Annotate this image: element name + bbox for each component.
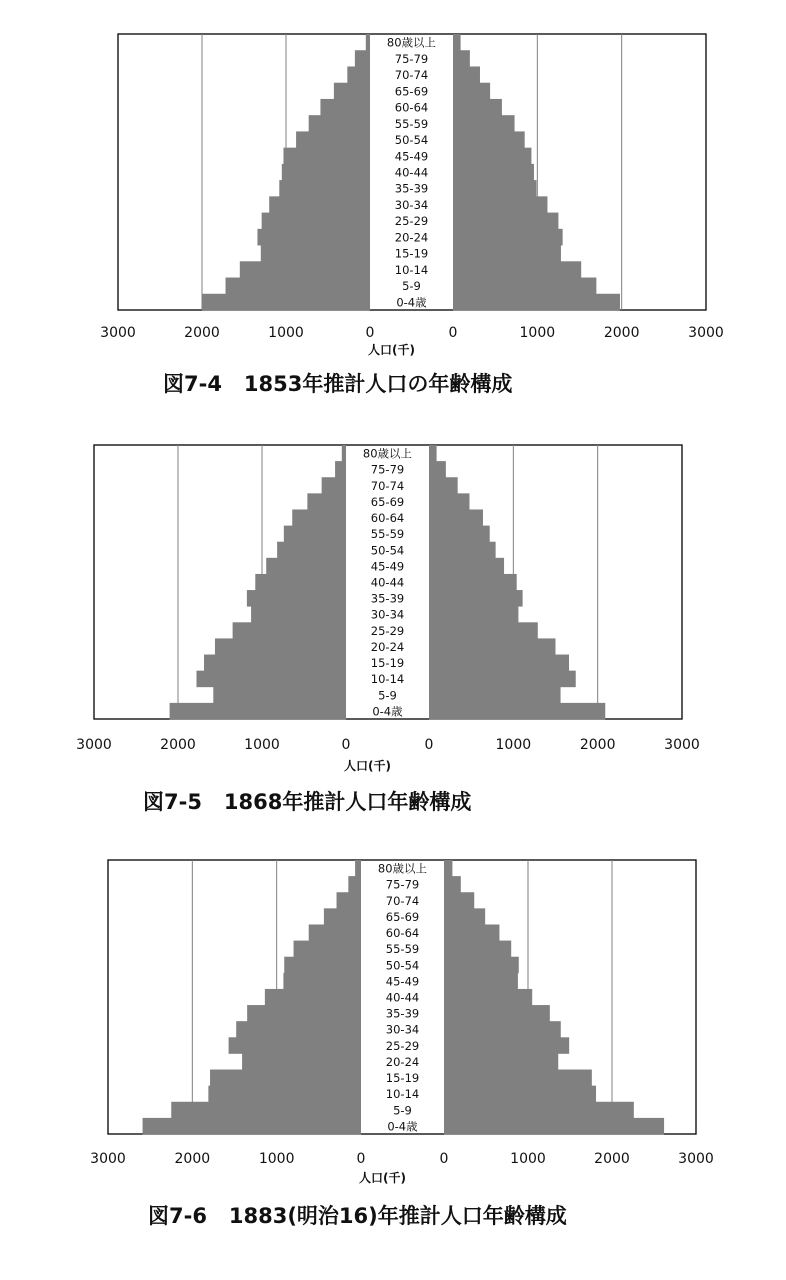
age-label: 20-24 — [370, 639, 405, 654]
tick-label: 0 — [341, 737, 351, 753]
age-label: 50-54 — [394, 133, 429, 148]
bar-left-80歳以上 — [355, 860, 361, 877]
tick-label: 2000 — [594, 1151, 630, 1167]
age-label: 55-59 — [394, 116, 429, 131]
age-label: 15-19 — [370, 656, 405, 671]
age-label: 35-39 — [385, 1006, 420, 1021]
tick-label: 1000 — [268, 325, 304, 341]
caption-title: 1883(明治16)年推計人口年齢構成 — [228, 1204, 567, 1228]
bar-left-60-64 — [309, 924, 361, 941]
age-label: 55-59 — [385, 942, 420, 957]
age-label: 65-69 — [385, 909, 420, 924]
age-label: 75-79 — [370, 462, 405, 477]
bar-right-40-44 — [444, 989, 532, 1006]
bar-right-30-34 — [444, 1021, 561, 1038]
bar-left-35-39 — [247, 1005, 361, 1022]
bar-left-55-59 — [294, 941, 361, 958]
age-label: 40-44 — [370, 575, 405, 590]
caption-title: 1853年推計人口の年齢構成 — [243, 372, 513, 396]
age-label: 15-19 — [385, 1071, 420, 1086]
tick-label: 3000 — [76, 737, 112, 753]
age-label: 10-14 — [394, 262, 429, 277]
bar-right-25-29 — [444, 1037, 569, 1054]
caption-title: 1868年推計人口年齢構成 — [223, 790, 472, 814]
age-label: 60-64 — [385, 926, 420, 941]
bar-left-65-69 — [324, 908, 361, 925]
age-label: 30-34 — [394, 197, 429, 212]
age-label: 60-64 — [370, 511, 405, 526]
bar-right-70-74 — [444, 892, 474, 909]
age-label: 40-44 — [394, 165, 429, 180]
tick-label: 2000 — [603, 325, 640, 341]
tick-label: 1000 — [258, 1151, 295, 1167]
age-label: 65-69 — [370, 494, 405, 509]
age-label: 80歳以上 — [377, 861, 428, 876]
age-label: 70-74 — [385, 893, 420, 908]
age-label: 0-4歳 — [396, 295, 427, 310]
age-label: 10-14 — [370, 672, 405, 687]
age-label: 20-24 — [394, 230, 429, 245]
age-label: 70-74 — [394, 68, 429, 83]
bar-left-20-24 — [242, 1053, 361, 1070]
tick-label: 1000 — [495, 737, 532, 753]
bar-right-65-69 — [444, 908, 485, 925]
age-label: 35-39 — [370, 591, 405, 606]
tick-label: 0 — [448, 325, 458, 341]
tick-label: 2000 — [579, 737, 616, 753]
age-label: 45-49 — [370, 559, 405, 574]
age-label: 45-49 — [394, 149, 429, 164]
tick-label: 0 — [439, 1151, 449, 1167]
bar-left-15-19 — [210, 1070, 361, 1087]
age-label: 25-29 — [394, 214, 429, 229]
figure-caption — [148, 1200, 567, 1230]
age-label: 75-79 — [394, 51, 429, 66]
age-label: 65-69 — [394, 84, 429, 99]
bar-left-5-9 — [171, 1102, 361, 1119]
tick-label: 1000 — [519, 325, 556, 341]
caption-number: 図7-4 — [163, 372, 222, 396]
caption-number: 図7-5 — [143, 790, 202, 814]
bar-right-20-24 — [444, 1053, 558, 1070]
age-label: 5-9 — [402, 279, 421, 294]
age-label: 40-44 — [385, 990, 420, 1005]
tick-label: 1000 — [244, 737, 280, 753]
bar-left-70-74 — [337, 892, 361, 909]
tick-label: 2000 — [160, 737, 196, 753]
tick-label: 3000 — [90, 1151, 126, 1167]
bar-left-0-4歳 — [143, 1118, 361, 1135]
bar-right-60-64 — [444, 924, 499, 941]
age-label: 0-4歳 — [387, 1119, 418, 1134]
age-label: 80歳以上 — [386, 35, 437, 50]
age-label: 25-29 — [385, 1038, 420, 1053]
tick-label: 2000 — [184, 325, 220, 341]
age-label: 5-9 — [393, 1103, 412, 1118]
age-label: 30-34 — [385, 1022, 420, 1037]
age-label: 5-9 — [378, 688, 397, 703]
age-label: 15-19 — [394, 246, 429, 261]
bar-left-40-44 — [265, 989, 361, 1006]
tick-label: 3000 — [100, 325, 136, 341]
age-label: 30-34 — [370, 607, 405, 622]
x-axis-label: 人口(千) — [368, 343, 415, 357]
age-label: 10-14 — [385, 1087, 420, 1102]
bar-left-30-34 — [236, 1021, 361, 1038]
age-label: 80歳以上 — [362, 446, 413, 461]
caption-number: 図7-6 — [148, 1204, 207, 1228]
bar-left-10-14 — [208, 1086, 361, 1103]
bar-right-10-14 — [444, 1086, 596, 1103]
tick-label: 0 — [365, 325, 375, 341]
x-axis-label: 人口(千) — [359, 1171, 406, 1185]
age-label: 35-39 — [394, 181, 429, 196]
age-label: 70-74 — [370, 478, 405, 493]
age-label: 50-54 — [385, 958, 420, 973]
bar-right-55-59 — [444, 941, 511, 958]
bar-right-75-79 — [444, 876, 461, 893]
bar-right-5-9 — [444, 1102, 634, 1119]
bar-left-50-54 — [284, 957, 361, 974]
age-label: 50-54 — [370, 543, 405, 558]
bar-right-50-54 — [444, 957, 519, 974]
tick-label: 3000 — [688, 325, 724, 341]
age-label: 55-59 — [370, 527, 405, 542]
bar-right-35-39 — [444, 1005, 550, 1022]
bar-left-25-29 — [229, 1037, 361, 1054]
age-label: 60-64 — [394, 100, 429, 115]
age-label: 25-29 — [370, 623, 405, 638]
bar-left-45-49 — [283, 973, 361, 990]
age-label: 20-24 — [385, 1054, 420, 1069]
tick-label: 0 — [424, 737, 434, 753]
tick-label: 3000 — [678, 1151, 714, 1167]
age-label: 75-79 — [385, 877, 420, 892]
age-label: 0-4歳 — [372, 704, 403, 719]
tick-label: 1000 — [510, 1151, 546, 1167]
bar-right-45-49 — [444, 973, 518, 990]
bar-right-0-4歳 — [444, 1118, 664, 1135]
bar-right-15-19 — [444, 1070, 592, 1087]
bar-left-75-79 — [348, 876, 361, 893]
age-label: 45-49 — [385, 974, 420, 989]
tick-label: 3000 — [664, 737, 700, 753]
bar-right-80歳以上 — [444, 860, 452, 877]
tick-label: 0 — [356, 1151, 366, 1167]
tick-label: 2000 — [174, 1151, 211, 1167]
x-axis-label: 人口(千) — [344, 759, 391, 773]
